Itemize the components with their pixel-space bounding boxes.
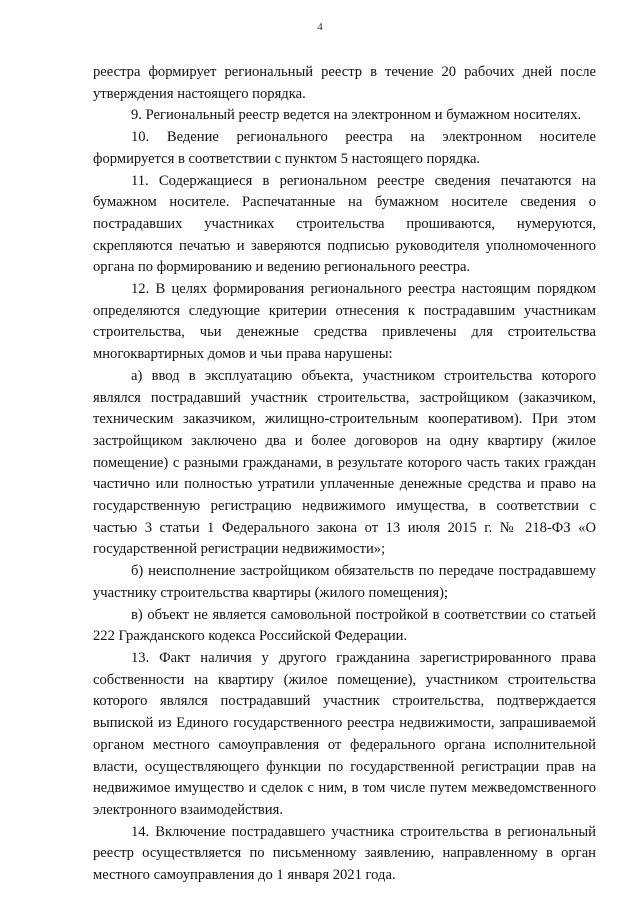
paragraph-12-b: б) неисполнение застройщиком обязательств по передаче пострадавшему участнику строительства квартиры (жилого помещения); [93, 563, 596, 601]
document-body [93, 62, 596, 887]
page-number: 4 [317, 21, 323, 33]
paragraph-12: 12. В целях формирования регионального реестра настоящим порядком определяются следующие критерии отнесения к пострадавшим участникам строительства, чьи денежные средства привлечены для строительства многоквартирных домов и чьи права нарушены: [93, 281, 596, 363]
paragraph-13: 13. Факт наличия у другого гражданина зарегистрированного права собственности на квартиру (жилое помещение), участником строительства которого являлся пострадавший участник строительства, подтверждается выпиской из Единого государственного реестра недвижимости, запрашиваемой органом местного самоуправления от федерального органа исполнительной власти, осуществляющего функции по государственной регистрации прав на недвижимое имущество и сделок с ним, в том числе путем межведомственного электронного взаимодействия. [93, 649, 596, 818]
paragraph-9: 9. Региональный реестр ведется на электронном и бумажном носителях. [131, 107, 582, 124]
paragraph-11: 11. Содержащиеся в региональном реестре сведения печатаются на бумажном носителе. Распечатанные на бумажном носителе сведения о пострадавших участниках строительства прошиваются, нумеруются, скрепляются печатью и заверяются подписью руководителя уполномоченного органа по формированию и ведению регионального реестра. [93, 172, 596, 276]
paragraph-12-c: в) объект не является самовольной постройкой в соответствии со статьей 222 Гражданского кодекса Российской Федерации. [93, 606, 596, 645]
paragraph-14: 14. Включение пострадавшего участника строительства в региональный реестр осуществляется по письменному заявлению, направленному в орган местного самоуправления до 1 января 2021 года. [93, 823, 596, 884]
paragraph-continuation: реестра формирует региональный реестр в течение 20 рабочих дней после утверждения настоящего порядка. [93, 64, 596, 102]
paragraph-10: 10. Ведение регионального реестра на электронном носителе формируется в соответствии с пунктом 5 настоящего порядка. [93, 129, 596, 167]
paragraph-12-a: а) ввод в эксплуатацию объекта, участником строительства которого являлся пострадавший участник строительства, застройщиком (заказчиком, техническим заказчиком, жилищно-строительным кооперативом). При этом застройщиком заключено два и более договоров на одну квартиру (жилое помещение) с разными гражданами, в результате которого часть таких граждан частично или полностью утратили уплаченные денежные средства и право на государственную регистрацию недвижимого имущества, в соответствии с частью 3 статьи 1 Федерального закона от 13 июля 2015 г. № 218-ФЗ «О государственной регистрации недвижимости»; [93, 367, 596, 558]
